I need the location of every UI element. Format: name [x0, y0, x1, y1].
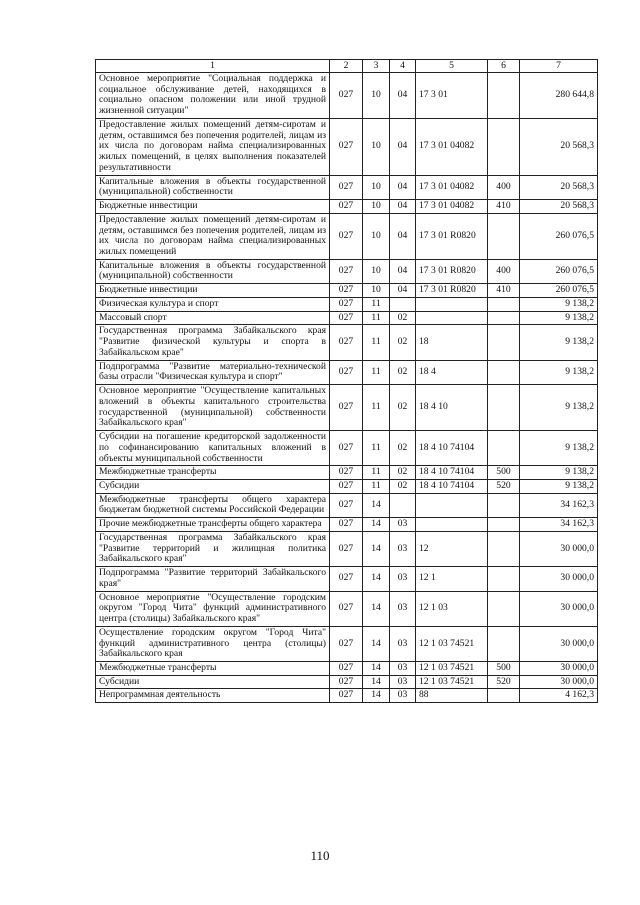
row-name-cell: Подпрограмма "Развитие территорий Забайкальского края" — [96, 567, 330, 591]
admin-code-cell: 027 — [330, 493, 363, 517]
row-name-cell: Субсидии на погашение кредиторской задолженности по софинансированию капитальных вложений в объекты муниципальной собственности — [96, 431, 330, 466]
expense-type-cell — [488, 689, 520, 703]
page-number: 110 — [310, 848, 330, 863]
section-cell: 14 — [363, 689, 390, 703]
admin-code-cell: 027 — [330, 479, 363, 493]
subsection-cell: 03 — [390, 675, 416, 689]
amount-cell: 260 076,5 — [520, 259, 598, 283]
amount-cell: 9 138,2 — [520, 325, 598, 360]
subsection-cell: 03 — [390, 689, 416, 703]
subsection-cell: 04 — [390, 73, 416, 119]
row-name-cell: Основное мероприятие "Осуществление городским округом "Город Чита" функций административного центра (столицы) Забайкальского края" — [96, 591, 330, 626]
row-name-cell: Основное мероприятие "Осуществление капитальных вложений в объекты капитального строительства государственной (муниципальной) собственности Забайкальского края" — [96, 385, 330, 431]
section-cell: 11 — [363, 466, 390, 480]
table-row — [96, 118, 598, 175]
row-name-cell: Государственная программа Забайкальского края "Развитие территорий и жилищная политика Забайкальского края" — [96, 531, 330, 566]
section-cell: 11 — [363, 431, 390, 466]
amount-cell: 30 000,0 — [520, 675, 598, 689]
subsection-cell: 03 — [390, 567, 416, 591]
table-row — [96, 591, 598, 626]
target-article-cell — [416, 311, 488, 325]
admin-code-cell: 027 — [330, 297, 363, 311]
table-row — [96, 311, 598, 325]
subsection-cell: 03 — [390, 518, 416, 532]
row-name-cell: Субсидии — [96, 675, 330, 689]
expense-type-cell — [488, 591, 520, 626]
expense-type-cell: 400 — [488, 175, 520, 199]
section-cell: 10 — [363, 73, 390, 119]
expense-type-cell: 410 — [488, 200, 520, 214]
table-row — [96, 431, 598, 466]
subsection-cell: 04 — [390, 175, 416, 199]
target-article-cell: 12 1 — [416, 567, 488, 591]
subsection-cell: 04 — [390, 284, 416, 298]
target-article-cell: 17 3 01 R0820 — [416, 284, 488, 298]
target-article-cell: 17 3 01 — [416, 73, 488, 119]
subsection-cell: 03 — [390, 531, 416, 566]
target-article-cell — [416, 518, 488, 532]
expense-type-cell — [488, 493, 520, 517]
subsection-cell: 02 — [390, 431, 416, 466]
admin-code-cell: 027 — [330, 689, 363, 703]
row-name-cell: Непрограммная деятельность — [96, 689, 330, 703]
table-row — [96, 175, 598, 199]
amount-cell: 4 162,3 — [520, 689, 598, 703]
expense-type-cell — [488, 431, 520, 466]
target-article-cell: 12 1 03 74521 — [416, 675, 488, 689]
section-cell: 10 — [363, 213, 390, 259]
table-row — [96, 518, 598, 532]
table-row — [96, 297, 598, 311]
row-name-cell: Межбюджетные трансферты — [96, 661, 330, 675]
expense-type-cell: 520 — [488, 479, 520, 493]
amount-cell: 9 138,2 — [520, 385, 598, 431]
row-name-cell: Субсидии — [96, 479, 330, 493]
section-cell: 10 — [363, 175, 390, 199]
expense-type-cell — [488, 213, 520, 259]
target-article-cell — [416, 493, 488, 517]
admin-code-cell: 027 — [330, 284, 363, 298]
column-header: 4 — [390, 60, 416, 73]
expense-type-cell — [488, 118, 520, 175]
target-article-cell: 17 3 01 04082 — [416, 118, 488, 175]
section-cell: 14 — [363, 567, 390, 591]
target-article-cell: 12 — [416, 531, 488, 566]
amount-cell: 9 138,2 — [520, 466, 598, 480]
admin-code-cell: 027 — [330, 626, 363, 661]
subsection-cell: 02 — [390, 325, 416, 360]
section-cell: 14 — [363, 591, 390, 626]
subsection-cell: 03 — [390, 591, 416, 626]
expense-type-cell — [488, 567, 520, 591]
admin-code-cell: 027 — [330, 325, 363, 360]
subsection-cell: 02 — [390, 385, 416, 431]
budget-table — [95, 59, 598, 703]
section-cell: 11 — [363, 360, 390, 384]
admin-code-cell: 027 — [330, 360, 363, 384]
subsection-cell: 04 — [390, 200, 416, 214]
table-row — [96, 466, 598, 480]
column-header: 6 — [488, 60, 520, 73]
admin-code-cell: 027 — [330, 675, 363, 689]
target-article-cell — [416, 297, 488, 311]
amount-cell: 260 076,5 — [520, 284, 598, 298]
amount-cell: 34 162,3 — [520, 493, 598, 517]
expense-type-cell: 400 — [488, 259, 520, 283]
admin-code-cell: 027 — [330, 431, 363, 466]
target-article-cell: 18 4 10 74104 — [416, 466, 488, 480]
section-cell: 10 — [363, 259, 390, 283]
column-header: 3 — [363, 60, 390, 73]
amount-cell: 20 568,3 — [520, 118, 598, 175]
target-article-cell: 17 3 01 R0820 — [416, 213, 488, 259]
table-row — [96, 675, 598, 689]
amount-cell: 30 000,0 — [520, 626, 598, 661]
amount-cell: 9 138,2 — [520, 360, 598, 384]
row-name-cell: Бюджетные инвестиции — [96, 284, 330, 298]
admin-code-cell: 027 — [330, 200, 363, 214]
expense-type-cell — [488, 325, 520, 360]
row-name-cell: Предоставление жилых помещений детям-сиротам и детям, оставшимся без попечения родителей, лицам из их числа по договорам найма специализированных жилых помещений, в целях выполнения показателей результативности — [96, 118, 330, 175]
section-cell: 10 — [363, 284, 390, 298]
subsection-cell: 02 — [390, 360, 416, 384]
row-name-cell: Физическая культура и спорт — [96, 297, 330, 311]
expense-type-cell — [488, 531, 520, 566]
target-article-cell: 18 4 10 — [416, 385, 488, 431]
amount-cell: 30 000,0 — [520, 591, 598, 626]
row-name-cell: Межбюджетные трансферты общего характера бюджетам бюджетной системы Российской Федерации — [96, 493, 330, 517]
admin-code-cell: 027 — [330, 259, 363, 283]
row-name-cell: Прочие межбюджетные трансферты общего характера — [96, 518, 330, 532]
admin-code-cell: 027 — [330, 213, 363, 259]
amount-cell: 20 568,3 — [520, 200, 598, 214]
target-article-cell: 88 — [416, 689, 488, 703]
admin-code-cell: 027 — [330, 175, 363, 199]
target-article-cell: 18 4 10 74104 — [416, 431, 488, 466]
section-cell: 11 — [363, 479, 390, 493]
table-row — [96, 360, 598, 384]
table-row — [96, 325, 598, 360]
subsection-cell: 04 — [390, 118, 416, 175]
target-article-cell: 17 3 01 R0820 — [416, 259, 488, 283]
subsection-cell: 02 — [390, 466, 416, 480]
admin-code-cell: 027 — [330, 661, 363, 675]
section-cell: 11 — [363, 311, 390, 325]
expense-type-cell — [488, 297, 520, 311]
section-cell: 11 — [363, 385, 390, 431]
section-cell: 14 — [363, 518, 390, 532]
expense-type-cell — [488, 360, 520, 384]
table-row — [96, 200, 598, 214]
table-row — [96, 661, 598, 675]
target-article-cell: 12 1 03 74521 — [416, 626, 488, 661]
target-article-cell: 18 — [416, 325, 488, 360]
admin-code-cell: 027 — [330, 531, 363, 566]
expense-type-cell — [488, 518, 520, 532]
table-row — [96, 567, 598, 591]
column-header: 5 — [416, 60, 488, 73]
amount-cell: 9 138,2 — [520, 479, 598, 493]
amount-cell: 30 000,0 — [520, 531, 598, 566]
amount-cell: 34 162,3 — [520, 518, 598, 532]
section-cell: 14 — [363, 675, 390, 689]
admin-code-cell: 027 — [330, 567, 363, 591]
section-cell: 14 — [363, 626, 390, 661]
section-cell: 11 — [363, 325, 390, 360]
table-row — [96, 531, 598, 566]
subsection-cell: 04 — [390, 259, 416, 283]
amount-cell: 260 076,5 — [520, 213, 598, 259]
table-row — [96, 213, 598, 259]
admin-code-cell: 027 — [330, 311, 363, 325]
target-article-cell: 17 3 01 04082 — [416, 200, 488, 214]
section-cell: 10 — [363, 200, 390, 214]
subsection-cell — [390, 297, 416, 311]
expense-type-cell: 520 — [488, 675, 520, 689]
amount-cell: 9 138,2 — [520, 297, 598, 311]
expense-type-cell: 500 — [488, 661, 520, 675]
target-article-cell: 12 1 03 — [416, 591, 488, 626]
table-row — [96, 626, 598, 661]
table-row — [96, 259, 598, 283]
table-row — [96, 689, 598, 703]
row-name-cell: Подпрограмма "Развитие материально-технической базы отрасли "Физическая культура и спорт" — [96, 360, 330, 384]
column-header: 1 — [96, 60, 330, 73]
expense-type-cell — [488, 311, 520, 325]
amount-cell: 30 000,0 — [520, 661, 598, 675]
target-article-cell: 12 1 03 74521 — [416, 661, 488, 675]
amount-cell: 30 000,0 — [520, 567, 598, 591]
table-row — [96, 493, 598, 517]
section-cell: 10 — [363, 118, 390, 175]
amount-cell: 20 568,3 — [520, 175, 598, 199]
admin-code-cell: 027 — [330, 73, 363, 119]
row-name-cell: Межбюджетные трансферты — [96, 466, 330, 480]
subsection-cell: 02 — [390, 311, 416, 325]
row-name-cell: Массовый спорт — [96, 311, 330, 325]
table-row — [96, 284, 598, 298]
subsection-cell: 03 — [390, 661, 416, 675]
admin-code-cell: 027 — [330, 118, 363, 175]
amount-cell: 280 644,8 — [520, 73, 598, 119]
admin-code-cell: 027 — [330, 591, 363, 626]
expense-type-cell — [488, 385, 520, 431]
amount-cell: 9 138,2 — [520, 431, 598, 466]
expense-type-cell: 410 — [488, 284, 520, 298]
row-name-cell: Капитальные вложения в объекты государственной (муниципальной) собственности — [96, 175, 330, 199]
row-name-cell: Капитальные вложения в объекты государственной (муниципальной) собственности — [96, 259, 330, 283]
row-name-cell: Основное мероприятие "Социальная поддержка и социальное обслуживание детей, находящихся в социально опасном положении или иной трудной жизненной ситуации" — [96, 73, 330, 119]
amount-cell: 9 138,2 — [520, 311, 598, 325]
admin-code-cell: 027 — [330, 518, 363, 532]
column-header: 7 — [520, 60, 598, 73]
section-cell: 14 — [363, 531, 390, 566]
expense-type-cell — [488, 626, 520, 661]
column-header: 2 — [330, 60, 363, 73]
target-article-cell: 18 4 10 74104 — [416, 479, 488, 493]
section-cell: 14 — [363, 661, 390, 675]
subsection-cell: 02 — [390, 479, 416, 493]
expense-type-cell: 500 — [488, 466, 520, 480]
section-cell: 11 — [363, 297, 390, 311]
subsection-cell — [390, 493, 416, 517]
header-row — [96, 60, 598, 73]
expense-type-cell — [488, 73, 520, 119]
subsection-cell: 04 — [390, 213, 416, 259]
table-row — [96, 385, 598, 431]
row-name-cell: Предоставление жилых помещений детям-сиротам и детям, оставшимся без попечения родителей, лицам из их числа по договорам найма специализированных жилых помещений — [96, 213, 330, 259]
row-name-cell: Бюджетные инвестиции — [96, 200, 330, 214]
section-cell: 14 — [363, 493, 390, 517]
admin-code-cell: 027 — [330, 466, 363, 480]
target-article-cell: 17 3 01 04082 — [416, 175, 488, 199]
table-row — [96, 479, 598, 493]
admin-code-cell: 027 — [330, 385, 363, 431]
subsection-cell: 03 — [390, 626, 416, 661]
row-name-cell: Государственная программа Забайкальского края "Развитие физической культуры и спорта в Забайкальском крае" — [96, 325, 330, 360]
table-row — [96, 73, 598, 119]
target-article-cell: 18 4 — [416, 360, 488, 384]
row-name-cell: Осуществление городским округом "Город Чита" функций административного центра (столицы) Забайкальского края — [96, 626, 330, 661]
